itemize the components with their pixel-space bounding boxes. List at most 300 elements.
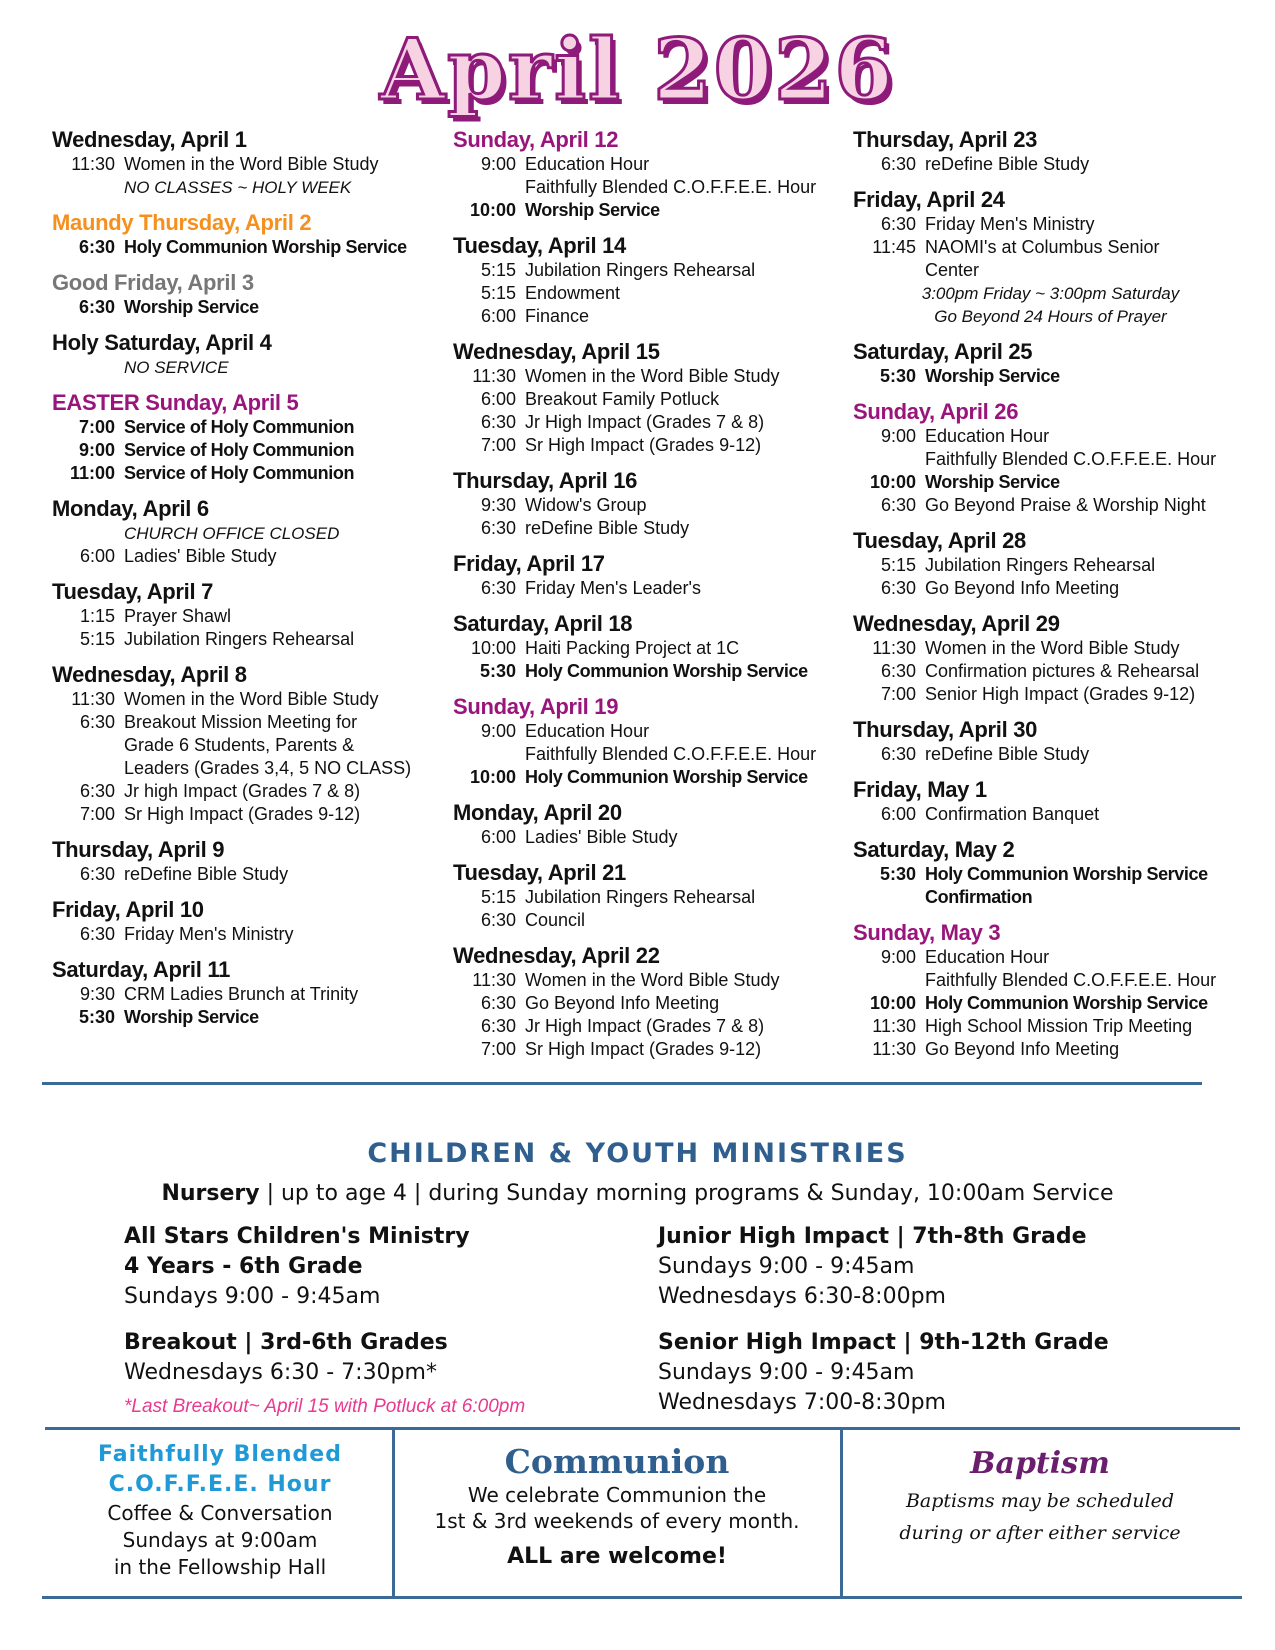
event-time: 6:00 bbox=[480, 827, 516, 847]
day-heading: Saturday, April 18 bbox=[453, 611, 633, 636]
event-description: Education Hour bbox=[925, 426, 1050, 446]
event-row bbox=[453, 909, 838, 932]
day-block bbox=[52, 495, 437, 568]
event-description: Sr High Impact (Grades 9-12) bbox=[525, 1039, 762, 1059]
event-row bbox=[853, 992, 1248, 1015]
event-time: 6:30 bbox=[480, 578, 516, 598]
event-row bbox=[52, 416, 437, 439]
day-block bbox=[52, 578, 437, 651]
event-description: Holy Communion Worship Service bbox=[525, 661, 808, 681]
event-description: Worship Service bbox=[124, 297, 259, 317]
day-heading: Wednesday, April 29 bbox=[853, 611, 1060, 636]
day-block bbox=[52, 209, 437, 259]
event-description: Go Beyond Info Meeting bbox=[925, 1039, 1120, 1059]
day-heading: Tuesday, April 7 bbox=[52, 579, 214, 604]
nursery-text: | up to age 4 | during Sunday morning programs & Sunday, 10:00am Service bbox=[259, 1181, 1114, 1206]
event-row bbox=[453, 517, 838, 540]
day-block bbox=[853, 398, 1248, 517]
event-description: Education Hour bbox=[925, 947, 1050, 967]
event-time: 11:00 bbox=[69, 463, 115, 483]
event-time bbox=[853, 886, 916, 909]
day-heading: Thursday, April 23 bbox=[853, 127, 1038, 152]
day-heading: Tuesday, April 21 bbox=[453, 860, 626, 885]
baptism-line-1: Baptisms may be scheduled bbox=[905, 1490, 1175, 1512]
event-note: 3:00pm Friday ~ 3:00pm Saturday bbox=[921, 284, 1180, 303]
day-block bbox=[453, 550, 838, 600]
event-time: 5:15 bbox=[480, 260, 516, 280]
event-description: Ladies' Bible Study bbox=[525, 827, 678, 847]
event-time: 7:00 bbox=[880, 684, 916, 704]
event-row bbox=[853, 637, 1248, 660]
event-time: 5:15 bbox=[880, 555, 916, 575]
event-description: Holy Communion Worship Service bbox=[124, 237, 407, 257]
event-description: reDefine Bible Study bbox=[124, 864, 289, 884]
day-heading: Sunday, April 26 bbox=[853, 399, 1019, 424]
event-row bbox=[853, 259, 1248, 282]
event-time: 11:30 bbox=[472, 366, 516, 386]
event-row bbox=[853, 1015, 1248, 1038]
event-description: Women in the Word Bible Study bbox=[925, 638, 1180, 658]
event-row bbox=[853, 743, 1248, 766]
event-row bbox=[52, 439, 437, 462]
event-time bbox=[52, 757, 115, 780]
event-row bbox=[52, 711, 437, 734]
event-description: Faithfully Blended C.O.F.F.E.E. Hour bbox=[925, 970, 1217, 990]
coffee-line-2: Sundays at 9:00am bbox=[122, 1528, 318, 1552]
event-note: NO SERVICE bbox=[124, 358, 229, 377]
baptism-box bbox=[845, 1440, 1235, 1548]
event-description: Holy Communion Worship Service bbox=[925, 864, 1208, 884]
event-description: Faithfully Blended C.O.F.F.E.E. Hour bbox=[925, 449, 1217, 469]
event-row bbox=[853, 803, 1248, 826]
day-heading: Monday, April 6 bbox=[52, 496, 209, 521]
event-row bbox=[453, 282, 838, 305]
event-time: 5:15 bbox=[480, 887, 516, 907]
event-time: 5:15 bbox=[79, 629, 115, 649]
event-description: Sr High Impact (Grades 9-12) bbox=[525, 435, 762, 455]
event-time: 11:30 bbox=[872, 1039, 916, 1059]
communion-line-2: 1st & 3rd weekends of every month. bbox=[434, 1509, 800, 1533]
event-row bbox=[853, 471, 1248, 494]
event-row bbox=[453, 494, 838, 517]
event-row bbox=[453, 826, 838, 849]
event-time: 6:00 bbox=[480, 306, 516, 326]
event-row bbox=[453, 411, 838, 434]
day-heading: Saturday, April 11 bbox=[52, 957, 231, 982]
event-time bbox=[853, 969, 916, 992]
event-description: Women in the Word Bible Study bbox=[124, 154, 379, 174]
breakout-block bbox=[124, 1328, 525, 1422]
event-row bbox=[52, 780, 437, 803]
event-time: 6:30 bbox=[78, 297, 115, 317]
children-youth-title: CHILDREN & YOUTH MINISTRIES bbox=[367, 1138, 908, 1169]
event-time bbox=[853, 448, 916, 471]
event-time: 7:00 bbox=[480, 435, 516, 455]
event-time: 7:00 bbox=[78, 417, 115, 437]
event-description: Center bbox=[925, 260, 980, 280]
breakout-time: Wednesdays 6:30 - 7:30pm* bbox=[124, 1360, 437, 1385]
day-heading: Thursday, April 9 bbox=[52, 837, 225, 862]
event-description: CRM Ladies Brunch at Trinity bbox=[124, 984, 359, 1004]
event-row bbox=[853, 1038, 1248, 1061]
event-time: 5:30 bbox=[78, 1007, 115, 1027]
event-description: NAOMI's at Columbus Senior bbox=[925, 237, 1160, 257]
event-description: reDefine Bible Study bbox=[925, 154, 1090, 174]
event-description: Haiti Packing Project at 1C bbox=[525, 638, 740, 658]
event-description: Faithfully Blended C.O.F.F.E.E. Hour bbox=[525, 177, 817, 197]
event-description: Jubilation Ringers Rehearsal bbox=[124, 629, 355, 649]
event-time: 6:30 bbox=[880, 214, 916, 234]
event-description: Grade 6 Students, Parents & bbox=[124, 735, 355, 755]
event-row bbox=[853, 969, 1248, 992]
communion-box bbox=[397, 1440, 837, 1569]
event-time: 11:30 bbox=[872, 638, 916, 658]
event-time: 6:30 bbox=[480, 518, 516, 538]
coffee-line-1: Coffee & Conversation bbox=[107, 1501, 333, 1525]
event-row bbox=[853, 577, 1248, 600]
day-block bbox=[853, 126, 1248, 176]
day-block bbox=[853, 919, 1248, 1061]
day-heading: Wednesday, April 8 bbox=[52, 662, 247, 687]
event-time: 6:30 bbox=[480, 412, 516, 432]
day-heading: Friday, April 10 bbox=[52, 897, 204, 922]
day-block bbox=[853, 527, 1248, 600]
event-description: High School Mission Trip Meeting bbox=[925, 1016, 1193, 1036]
junior-high-title: Junior High Impact | 7th-8th Grade bbox=[658, 1224, 1087, 1249]
event-description: Worship Service bbox=[525, 200, 660, 220]
event-time: 6:30 bbox=[880, 495, 916, 515]
event-row bbox=[453, 1015, 838, 1038]
day-heading: Wednesday, April 22 bbox=[453, 943, 660, 968]
event-row bbox=[853, 236, 1248, 259]
day-block bbox=[52, 329, 437, 379]
event-note: Go Beyond 24 Hours of Prayer bbox=[934, 307, 1167, 326]
day-heading: Holy Saturday, April 4 bbox=[52, 330, 272, 355]
event-time: 9:00 bbox=[480, 154, 516, 174]
event-description: Confirmation bbox=[925, 887, 1033, 907]
event-time: 1:15 bbox=[79, 606, 115, 626]
day-heading: Tuesday, April 14 bbox=[453, 233, 626, 258]
event-time: 6:30 bbox=[78, 237, 115, 257]
day-block bbox=[453, 799, 838, 849]
divider-rule bbox=[42, 1082, 1202, 1085]
event-row bbox=[52, 688, 437, 711]
day-block bbox=[52, 956, 437, 1029]
event-row bbox=[853, 554, 1248, 577]
senior-high-wednesdays: Wednesdays 7:00-8:30pm bbox=[658, 1390, 946, 1415]
event-time bbox=[853, 259, 916, 282]
day-heading: Saturday, April 25 bbox=[853, 339, 1033, 364]
event-row bbox=[453, 259, 838, 282]
event-description: Worship Service bbox=[925, 366, 1060, 386]
event-time: 9:00 bbox=[480, 721, 516, 741]
event-row bbox=[52, 923, 437, 946]
event-note: CHURCH OFFICE CLOSED bbox=[124, 524, 340, 543]
event-row bbox=[853, 153, 1248, 176]
event-time: 6:00 bbox=[79, 546, 115, 566]
event-time: 6:30 bbox=[480, 1016, 516, 1036]
nursery-label: Nursery bbox=[161, 1181, 260, 1206]
event-time: 7:00 bbox=[480, 1039, 516, 1059]
day-heading: Thursday, April 16 bbox=[453, 468, 638, 493]
event-description: Education Hour bbox=[525, 154, 650, 174]
day-heading: Wednesday, April 1 bbox=[52, 127, 247, 152]
event-time bbox=[453, 176, 516, 199]
day-heading: Sunday, May 3 bbox=[853, 920, 1001, 945]
event-row bbox=[453, 969, 838, 992]
day-heading: Sunday, April 19 bbox=[453, 694, 619, 719]
coffee-title-1: Faithfully Blended bbox=[98, 1442, 342, 1467]
event-description: Breakout Family Potluck bbox=[525, 389, 720, 409]
event-time: 10:00 bbox=[869, 993, 916, 1013]
event-row bbox=[453, 720, 838, 743]
event-time: 11:30 bbox=[71, 689, 115, 709]
event-description: Service of Holy Communion bbox=[124, 463, 355, 483]
event-time: 5:30 bbox=[879, 864, 916, 884]
day-block bbox=[453, 693, 838, 789]
event-row bbox=[453, 434, 838, 457]
day-block bbox=[52, 836, 437, 886]
event-row bbox=[52, 628, 437, 651]
event-description: Jr High Impact (Grades 7 & 8) bbox=[525, 1016, 765, 1036]
event-row bbox=[453, 660, 838, 683]
event-description: Go Beyond Info Meeting bbox=[525, 993, 720, 1013]
event-time: 11:45 bbox=[872, 237, 916, 257]
event-row bbox=[52, 153, 437, 176]
event-row bbox=[52, 1006, 437, 1029]
coffee-line-3: in the Fellowship Hall bbox=[113, 1555, 327, 1579]
day-block bbox=[853, 836, 1248, 909]
nursery-line bbox=[0, 1181, 1275, 1206]
event-row bbox=[52, 863, 437, 886]
event-row bbox=[52, 605, 437, 628]
day-heading: Sunday, April 12 bbox=[453, 127, 619, 152]
event-row bbox=[453, 176, 838, 199]
event-row bbox=[453, 886, 838, 909]
event-row bbox=[453, 153, 838, 176]
event-time: 11:30 bbox=[71, 154, 115, 174]
day-heading: Friday, April 17 bbox=[453, 551, 605, 576]
event-time: 7:00 bbox=[79, 804, 115, 824]
event-time: 6:00 bbox=[880, 804, 916, 824]
event-description: Jubilation Ringers Rehearsal bbox=[925, 555, 1156, 575]
communion-line-1: We celebrate Communion the bbox=[467, 1483, 767, 1507]
event-description: Women in the Word Bible Study bbox=[525, 366, 780, 386]
event-row bbox=[853, 863, 1248, 886]
day-heading: Monday, April 20 bbox=[453, 800, 622, 825]
day-block bbox=[453, 859, 838, 932]
event-time: 9:00 bbox=[880, 947, 916, 967]
all-stars-time: Sundays 9:00 - 9:45am bbox=[124, 1284, 381, 1309]
event-time: 5:30 bbox=[879, 366, 916, 386]
event-row bbox=[453, 388, 838, 411]
event-row bbox=[52, 734, 437, 757]
junior-high-wednesdays: Wednesdays 6:30-8:00pm bbox=[658, 1284, 946, 1309]
event-note: NO CLASSES ~ HOLY WEEK bbox=[124, 178, 352, 197]
event-time: 6:30 bbox=[79, 864, 115, 884]
event-time: 6:30 bbox=[79, 924, 115, 944]
day-block bbox=[453, 126, 838, 222]
day-block bbox=[52, 661, 437, 826]
event-time: 6:30 bbox=[880, 744, 916, 764]
event-time: 6:30 bbox=[880, 661, 916, 681]
event-description: Faithfully Blended C.O.F.F.E.E. Hour bbox=[525, 744, 817, 764]
event-description: Confirmation Banquet bbox=[925, 804, 1100, 824]
coffee-hour-box bbox=[45, 1440, 395, 1581]
event-time: 10:00 bbox=[469, 200, 516, 220]
footer-divider-2 bbox=[840, 1430, 843, 1597]
junior-high-sundays: Sundays 9:00 - 9:45am bbox=[658, 1254, 915, 1279]
baptism-line-2: during or after either service bbox=[899, 1522, 1181, 1544]
event-time: 5:15 bbox=[480, 283, 516, 303]
event-time: 10:00 bbox=[869, 472, 916, 492]
event-description: Widow's Group bbox=[525, 495, 647, 515]
event-row bbox=[853, 448, 1248, 471]
event-description: Go Beyond Info Meeting bbox=[925, 578, 1120, 598]
day-heading: Saturday, May 2 bbox=[853, 837, 1015, 862]
day-block bbox=[52, 126, 437, 199]
event-row bbox=[52, 462, 437, 485]
event-description: Confirmation pictures & Rehearsal bbox=[925, 661, 1200, 681]
event-time: 9:30 bbox=[79, 984, 115, 1004]
event-row bbox=[453, 365, 838, 388]
event-time: 6:30 bbox=[880, 578, 916, 598]
day-block bbox=[453, 232, 838, 328]
event-row bbox=[52, 545, 437, 568]
day-block bbox=[453, 610, 838, 683]
event-row bbox=[853, 946, 1248, 969]
event-description: Friday Men's Leader's bbox=[525, 578, 701, 598]
day-heading: Friday, May 1 bbox=[853, 777, 987, 802]
event-row bbox=[52, 983, 437, 1006]
day-heading: Good Friday, April 3 bbox=[52, 270, 254, 295]
event-time: 11:30 bbox=[472, 970, 516, 990]
event-description: Finance bbox=[525, 306, 590, 326]
event-description: Ladies' Bible Study bbox=[124, 546, 277, 566]
all-stars-title: All Stars Children's Ministry bbox=[124, 1224, 470, 1249]
senior-high-block bbox=[658, 1328, 1109, 1418]
day-heading: Friday, April 24 bbox=[853, 187, 1005, 212]
event-description: Go Beyond Praise & Worship Night bbox=[925, 495, 1206, 515]
event-time: 11:30 bbox=[872, 1016, 916, 1036]
event-description: Prayer Shawl bbox=[124, 606, 232, 626]
day-block bbox=[853, 610, 1248, 706]
day-block bbox=[52, 896, 437, 946]
day-heading: Tuesday, April 28 bbox=[853, 528, 1026, 553]
event-row bbox=[853, 886, 1248, 909]
event-time: 6:30 bbox=[880, 154, 916, 174]
event-row bbox=[453, 992, 838, 1015]
event-time: 6:30 bbox=[79, 712, 115, 732]
day-block bbox=[853, 716, 1248, 766]
schedule-column-3 bbox=[853, 126, 1248, 1071]
event-time: 9:00 bbox=[880, 426, 916, 446]
day-block bbox=[853, 186, 1248, 328]
day-block bbox=[453, 942, 838, 1061]
event-description: Women in the Word Bible Study bbox=[525, 970, 780, 990]
event-description: Jubilation Ringers Rehearsal bbox=[525, 260, 756, 280]
event-row bbox=[52, 757, 437, 780]
event-time: 9:00 bbox=[78, 440, 115, 460]
event-row bbox=[853, 660, 1248, 683]
page-title: April 2026 bbox=[379, 20, 896, 119]
schedule-column-2 bbox=[453, 126, 838, 1071]
event-description: reDefine Bible Study bbox=[925, 744, 1090, 764]
coffee-title-2: C.O.F.F.E.E. Hour bbox=[108, 1472, 332, 1497]
senior-high-sundays: Sundays 9:00 - 9:45am bbox=[658, 1360, 915, 1385]
day-block bbox=[453, 467, 838, 540]
schedule-column-1 bbox=[52, 126, 437, 1039]
event-description: Education Hour bbox=[525, 721, 650, 741]
day-block bbox=[853, 776, 1248, 826]
event-description: Worship Service bbox=[925, 472, 1060, 492]
day-block bbox=[52, 389, 437, 485]
day-block bbox=[52, 269, 437, 319]
event-description: Council bbox=[525, 910, 586, 930]
baptism-title: Baptism bbox=[970, 1446, 1110, 1481]
event-description: Sr High Impact (Grades 9-12) bbox=[124, 804, 361, 824]
day-heading: Thursday, April 30 bbox=[853, 717, 1038, 742]
event-row bbox=[453, 766, 838, 789]
senior-high-title: Senior High Impact | 9th-12th Grade bbox=[658, 1330, 1109, 1355]
communion-welcome: ALL are welcome! bbox=[507, 1544, 727, 1569]
event-time: 9:30 bbox=[480, 495, 516, 515]
event-row bbox=[52, 296, 437, 319]
event-row bbox=[453, 305, 838, 328]
event-row bbox=[453, 577, 838, 600]
event-description: Jr High Impact (Grades 7 & 8) bbox=[525, 412, 765, 432]
event-description: Friday Men's Ministry bbox=[124, 924, 294, 944]
event-description: Service of Holy Communion bbox=[124, 417, 355, 437]
event-description: Jr high Impact (Grades 7 & 8) bbox=[124, 781, 361, 801]
event-time: 5:30 bbox=[479, 661, 516, 681]
event-row bbox=[853, 213, 1248, 236]
breakout-note: *Last Breakout~ April 15 with Potluck at 6:00pm bbox=[124, 1396, 526, 1417]
event-row bbox=[853, 425, 1248, 448]
day-heading: EASTER Sunday, April 5 bbox=[52, 390, 299, 415]
event-row bbox=[453, 637, 838, 660]
breakout-title: Breakout | 3rd-6th Grades bbox=[124, 1330, 448, 1355]
event-row bbox=[853, 494, 1248, 517]
event-row bbox=[453, 1038, 838, 1061]
footer-top-rule bbox=[45, 1427, 1240, 1430]
event-row bbox=[453, 199, 838, 222]
event-row bbox=[453, 743, 838, 766]
event-time: 6:30 bbox=[79, 781, 115, 801]
event-row bbox=[52, 236, 437, 259]
event-description: Holy Communion Worship Service bbox=[525, 767, 808, 787]
event-row bbox=[52, 803, 437, 826]
footer-bottom-rule bbox=[42, 1596, 1242, 1599]
all-stars-block bbox=[124, 1222, 470, 1312]
day-heading: Maundy Thursday, April 2 bbox=[52, 210, 312, 235]
junior-high-block bbox=[658, 1222, 1087, 1312]
day-block bbox=[453, 338, 838, 457]
event-description: Holy Communion Worship Service bbox=[925, 993, 1208, 1013]
event-description: Service of Holy Communion bbox=[124, 440, 355, 460]
event-description: Leaders (Grades 3,4, 5 NO CLASS) bbox=[124, 758, 412, 778]
event-time: 6:00 bbox=[480, 389, 516, 409]
event-time: 6:30 bbox=[480, 993, 516, 1013]
event-description: reDefine Bible Study bbox=[525, 518, 690, 538]
day-block bbox=[853, 338, 1248, 388]
event-time bbox=[453, 743, 516, 766]
event-description: Worship Service bbox=[124, 1007, 259, 1027]
day-heading: Wednesday, April 15 bbox=[453, 339, 660, 364]
event-description: Jubilation Ringers Rehearsal bbox=[525, 887, 756, 907]
event-time: 10:00 bbox=[470, 638, 516, 658]
event-time: 10:00 bbox=[469, 767, 516, 787]
